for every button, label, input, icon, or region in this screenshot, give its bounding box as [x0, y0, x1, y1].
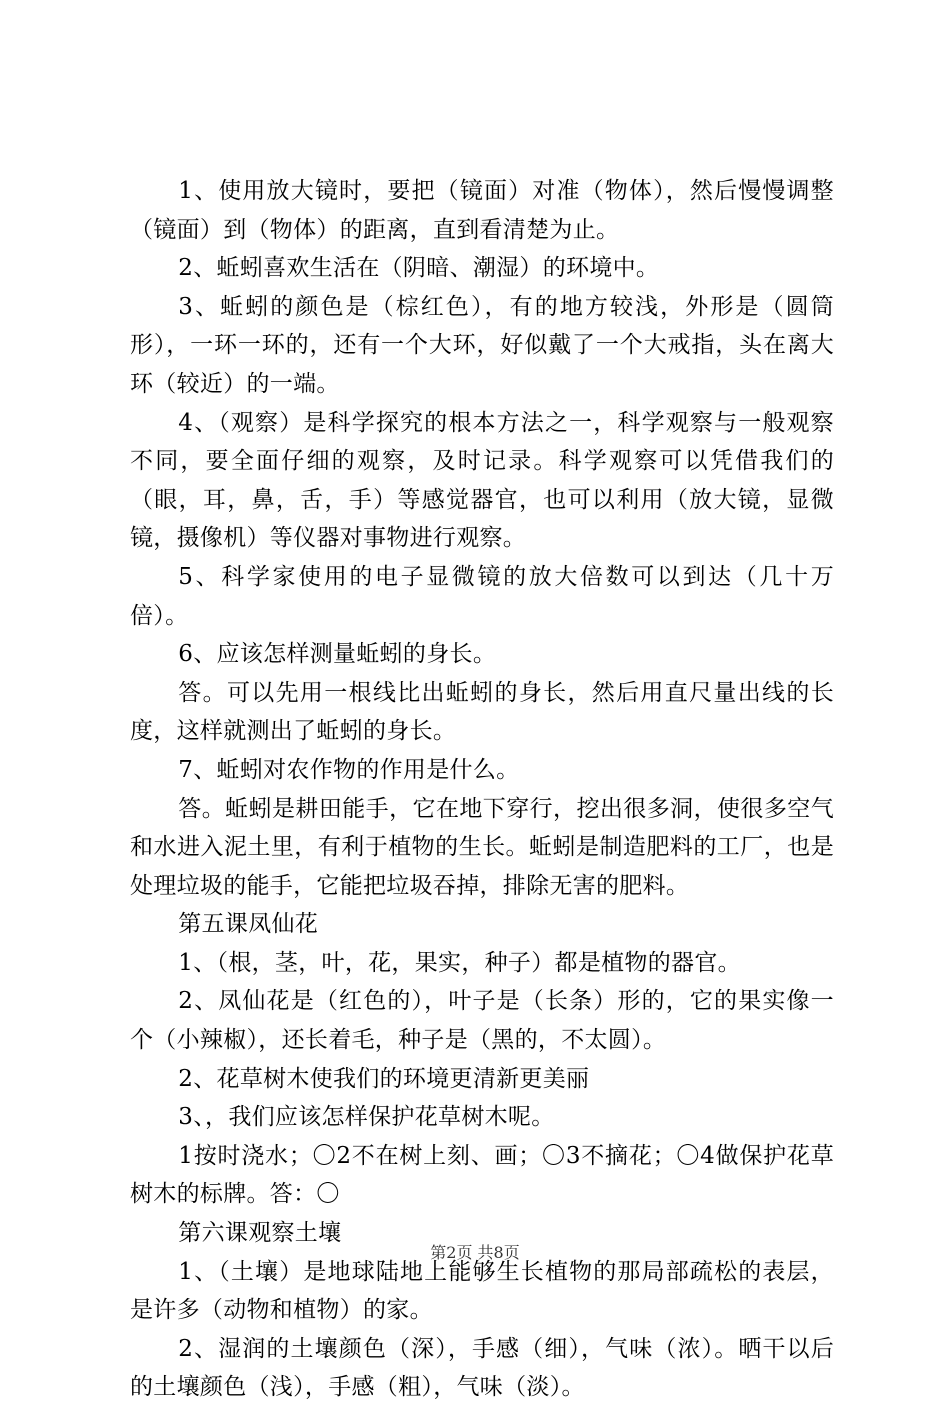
answer-measure-earthworm: 答。可以先用一根线比出蚯蚓的身长，然后用直尺量出线的长度，这样就测出了蚯蚓的身长。 [130, 679, 834, 745]
paragraph-plants-environment: 2、花草树木使我们的环境更清新更美丽 [178, 1065, 590, 1092]
answer-earthworm-role: 答。蚯蚓是耕田能手，它在地下穿行，挖出很多洞，使很多空气和水进入泥土里，有利于植物的生长。蚯蚓是制造肥料的工厂，也是处理垃圾的能手，它能把垃圾吞掉，排除无害的肥料。 [130, 795, 834, 899]
paragraph-soil-definition: 1、（土壤）是地球陆地上能够生长植物的那局部疏松的表层，是许多（动物和植物）的家。 [130, 1258, 834, 1324]
paragraph-balsam-description: 2、凤仙花是（红色的），叶子是（长条）形的，它的果实像一个（小辣椒），还长着毛，种子是（黑的，不太圆）。 [130, 988, 834, 1054]
document-body [130, 172, 834, 1407]
question-protect-plants: 3、，我们应该怎样保护花草树木呢。 [178, 1104, 555, 1131]
answer-protect-plants: 1按时浇水；〇2不在树上刻、画；〇3不摘花；〇4做保护花草树木的标牌。答：〇 [130, 1142, 834, 1208]
paragraph-magnifier-usage: 1、使用放大镜时，要把（镜面）对准（物体），然后慢慢调整（镜面）到（物体）的距离，直到看清楚为止。 [130, 178, 834, 243]
question-earthworm-role: 7、蚯蚓对农作物的作用是什么。 [178, 756, 520, 783]
paragraph-earthworm-appearance: 3、蚯蚓的颜色是（棕红色），有的地方较浅，外形是（圆筒形），一环一环的，还有一个大环，好似戴了一个大戒指，头在离大环（较近）的一端。 [130, 293, 834, 397]
paragraph-electron-microscope: 5、科学家使用的电子显微镜的放大倍数可以到达（几十万倍）。 [130, 563, 834, 629]
paragraph-observation-method: 4、（观察）是科学探究的根本方法之一，科学观察与一般观察不同，要全面仔细的观察，及时记录。科学观察可以凭借我们的（眼，耳，鼻，舌，手）等感觉器官，也可以利用（放大镜，显微镜，摄像机）等仪器对事物进行观察。 [130, 409, 834, 552]
question-measure-earthworm: 6、应该怎样测量蚯蚓的身长。 [178, 641, 497, 668]
lesson-title-soil: 第六课观察土壤 [178, 1220, 342, 1247]
paragraph-plant-organs: 1、（根，茎，叶，花，果实，种子）都是植物的器官。 [178, 949, 741, 976]
paragraph-earthworm-habitat: 2、蚯蚓喜欢生活在（阴暗、潮湿）的环境中。 [178, 255, 660, 282]
paragraph-soil-properties: 2、湿润的土壤颜色（深），手感（细），气味（浓）。晒干以后的土壤颜色（浅），手感（粗），气味（淡）。 [130, 1335, 834, 1401]
lesson-title-balsam: 第五课凤仙花 [178, 911, 319, 938]
page-number-footer: 第2页 共8页 [430, 1243, 520, 1262]
